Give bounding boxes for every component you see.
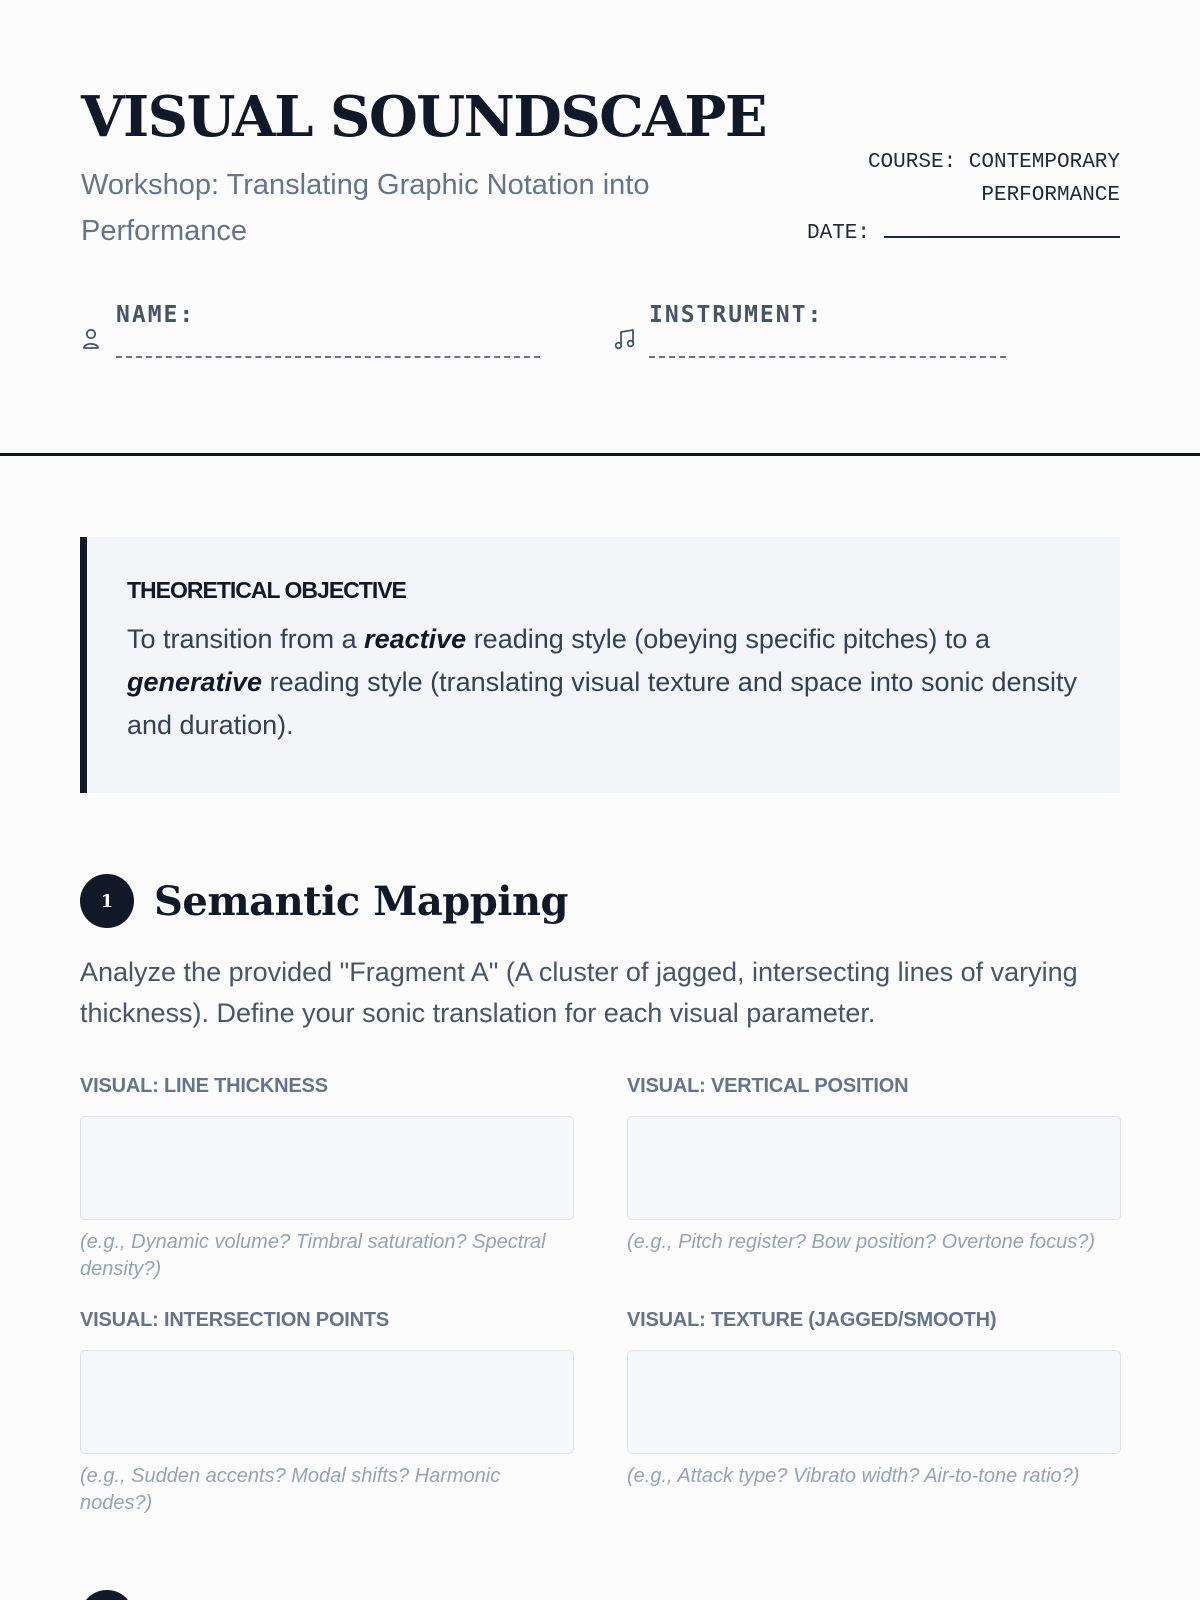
param-vertical-position bbox=[627, 1074, 1121, 1256]
objective-emphasis-generative: generative bbox=[127, 667, 263, 697]
page-title: VISUAL SOUNDSCAPE bbox=[81, 84, 767, 150]
param-texture bbox=[627, 1308, 1121, 1490]
course-meta bbox=[800, 146, 1120, 245]
param-hint: (e.g., Pitch register? Bow position? Overtone focus?) bbox=[627, 1231, 1096, 1253]
date-row bbox=[800, 216, 1120, 245]
music-note-icon bbox=[614, 327, 634, 351]
param-hint: (e.g., Attack type? Vibrato width? Air-to-tone ratio?) bbox=[627, 1465, 1080, 1487]
next-section-badge bbox=[80, 1590, 134, 1600]
section-title: Semantic Mapping bbox=[154, 877, 568, 925]
instrument-label: INSTRUMENT: bbox=[649, 302, 824, 328]
page-subtitle: Workshop: Translating Graphic Notation into Performance bbox=[81, 169, 650, 247]
name-label: NAME: bbox=[116, 302, 196, 328]
answer-box-intersection-points[interactable] bbox=[80, 1350, 574, 1454]
param-label: VISUAL: INTERSECTION POINTS bbox=[80, 1309, 390, 1331]
objective-text-part: reading style (obeying specific pitches) to a bbox=[466, 624, 990, 654]
section-1-header bbox=[80, 874, 568, 928]
answer-box-vertical-position[interactable] bbox=[627, 1116, 1121, 1220]
param-hint: (e.g., Dynamic volume? Timbral saturation? Spectral density?) bbox=[80, 1231, 546, 1280]
section-instructions: Analyze the provided "Fragment A" (A cluster of jagged, intersecting lines of varying thickness). Define your sonic translation for each visual parameter. bbox=[80, 957, 1078, 1028]
section-number-badge: 1 bbox=[80, 874, 134, 928]
name-field[interactable] bbox=[116, 356, 540, 358]
param-line-thickness bbox=[80, 1074, 574, 1283]
course-label: COURSE: CONTEMPORARY PERFORMANCE bbox=[867, 151, 1120, 207]
answer-box-line-thickness[interactable] bbox=[80, 1116, 574, 1220]
objective-text bbox=[127, 618, 1080, 747]
date-label: DATE: bbox=[806, 222, 870, 245]
objective-heading: THEORETICAL OBJECTIVE bbox=[127, 577, 406, 603]
objective-emphasis-reactive: reactive bbox=[364, 624, 467, 654]
objective-text-part: reading style (translating visual texture and space into sonic density and duration). bbox=[127, 667, 1078, 740]
date-field[interactable] bbox=[884, 216, 1120, 238]
param-label: VISUAL: TEXTURE (JAGGED/SMOOTH) bbox=[627, 1309, 997, 1331]
instrument-field[interactable] bbox=[649, 356, 1006, 358]
objective-callout bbox=[80, 537, 1120, 793]
user-icon bbox=[81, 327, 101, 351]
param-intersection-points bbox=[80, 1308, 574, 1517]
header-divider bbox=[0, 453, 1200, 456]
answer-box-texture[interactable] bbox=[627, 1350, 1121, 1454]
param-label: VISUAL: LINE THICKNESS bbox=[80, 1075, 328, 1097]
param-label: VISUAL: VERTICAL POSITION bbox=[627, 1075, 909, 1097]
objective-text-part: To transition from a bbox=[127, 624, 365, 654]
param-hint: (e.g., Sudden accents? Modal shifts? Harmonic nodes?) bbox=[80, 1465, 501, 1514]
worksheet-header bbox=[81, 80, 1120, 260]
